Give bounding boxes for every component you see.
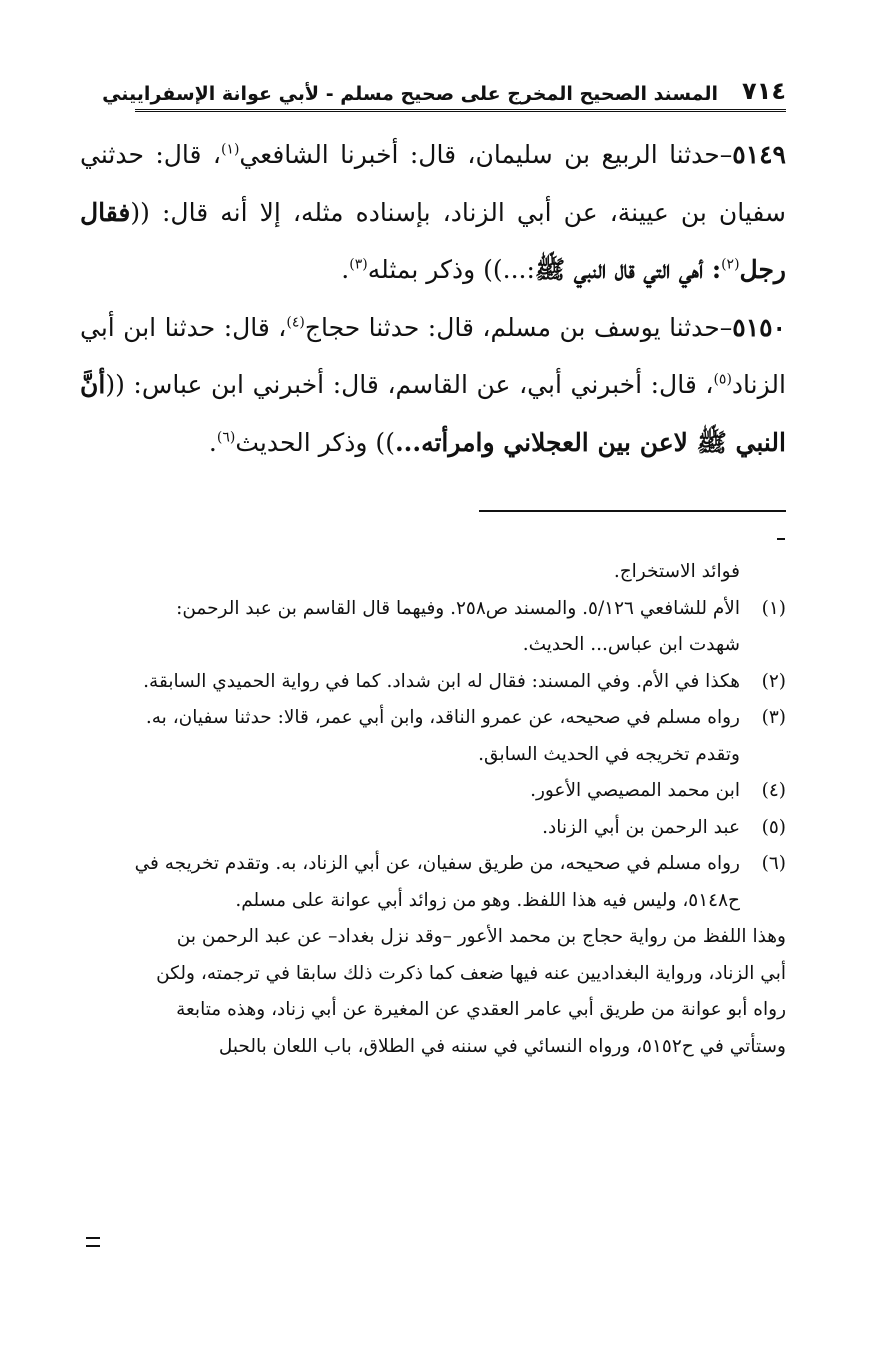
footnote-4 — [80, 773, 786, 810]
continuation-mark — [777, 538, 785, 540]
hadith-number: ٥١٤٩ — [732, 140, 786, 169]
hadith-5150 — [80, 299, 786, 472]
text-span: :...)) وذكر بمثله — [367, 255, 535, 284]
footnote-mark: (١) — [761, 597, 786, 619]
footnote-text: هكذا في الأم. وفي المسند: فقال له ابن شداد. كما في رواية الحميدي السابقة. — [143, 670, 740, 692]
continued-mark — [86, 1237, 100, 1247]
quoted-text: : أهي التي قال النبي ﷺ — [534, 255, 722, 284]
footnote-line: وتقدم تخريجه في الحديث السابق. — [478, 743, 740, 765]
footnote-ref: (١) — [220, 141, 240, 158]
footnote-6 — [80, 846, 786, 883]
text-span: –حدثنا يوسف بن مسلم، قال: حدثنا حجاج — [304, 312, 733, 342]
footnote-2 — [80, 664, 786, 701]
footnote-ref: (٢) — [721, 256, 740, 273]
footnote-mark: (٤) — [761, 780, 786, 801]
page-number: ٧١٤ — [742, 77, 786, 105]
footnote-text: ابن محمد المصيصي الأعور. — [530, 780, 740, 801]
footnote-text: الأم للشافعي ٥/١٢٦. والمسند ص٢٥٨. وفيهما قال القاسم بن عبد الرحمن: — [176, 597, 740, 619]
footnote-line: وستأتي في ح٥١٥٢، ورواه النسائي في سننه في الطلاق، باب اللعان بالحبل — [218, 1035, 786, 1057]
footnote-mark: (٢) — [761, 670, 786, 692]
text-span: . — [208, 427, 217, 457]
footnote-line: شهدت ابن عباس... الحديث. — [522, 634, 740, 655]
footnote-separator — [479, 510, 786, 512]
footnotes — [80, 554, 786, 1065]
footnote-line: ح٥١٤٨، وليس فيه هذا اللفظ. وهو من زوائد أبي عوانة على مسلم. — [235, 889, 740, 911]
quoted-text: أنَّ النبي ﷺ لاعن بين العجلاني وامرأته... — [80, 370, 786, 457]
main-text — [80, 126, 786, 471]
footnote-1 — [80, 591, 786, 628]
text-span: –حدثنا الربيع بن سليمان، قال: أخبرنا الشافعي — [239, 140, 733, 169]
quoted-text: فقال رجل — [80, 197, 786, 284]
footnote-ref: (٣) — [349, 256, 368, 273]
footnote-mark: (٦) — [761, 853, 786, 874]
footnote-text: رواه مسلم في صحيحه، من طريق سفيان، عن أبي الزناد، به. وتقدم تخريجه في — [134, 853, 740, 874]
footnote-line: وهذا اللفظ من رواية حجاج بن محمد الأعور –وقد نزل بغداد– عن عبد الرحمن بن — [176, 926, 786, 947]
hadith-number: ٥١٥٠ — [732, 312, 786, 342]
text-span: ، قال: أخبرني أبي، عن القاسم، قال: أخبرني ابن عباس: (( — [105, 370, 714, 399]
footnote-line: فوائد الاستخراج. — [613, 561, 740, 582]
footnote-mark: (٣) — [761, 707, 786, 728]
text-span: )) وذكر الحديث — [235, 427, 395, 457]
footnote-line: أبي الزناد، ورواية البغداديين عنه فيها ضعف كما ذكرت ذلك سابقا في ترجمته، ولكن — [156, 962, 786, 984]
footnote-3 — [80, 700, 786, 737]
footnote-line: رواه أبو عوانة من طريق أبي عامر العقدي عن المغيرة عن أبي زناد، وهذه متابعة — [176, 999, 786, 1020]
footnote-text: عبد الرحمن بن أبي الزناد. — [542, 816, 740, 838]
text-span: ، قال: حدثنا ابن أبي الزناد — [80, 312, 786, 399]
quote-mark: (( — [130, 197, 150, 227]
footnote-5 — [80, 810, 786, 847]
text-span: ، قال: حدثني سفيان بن عيينة، عن أبي الزناد، بإسناده مثله، إلا أنه قال: — [80, 140, 787, 227]
footnote-mark: (٥) — [761, 816, 786, 838]
footnote-text: رواه مسلم في صحيحه، عن عمرو الناقد، وابن أبي عمر، قالا: حدثنا سفيان، به. — [145, 707, 740, 728]
footnote-ref: (٥) — [713, 371, 732, 388]
page-header — [102, 72, 786, 112]
text-span: . — [341, 255, 350, 284]
hadith-5149 — [80, 126, 786, 299]
footnote-ref: (٤) — [286, 314, 305, 331]
running-title: المسند الصحيح المخرج على صحيح مسلم - لأبي عوانة الإسفراييني — [102, 83, 719, 105]
footnote-ref: (٦) — [216, 429, 236, 446]
